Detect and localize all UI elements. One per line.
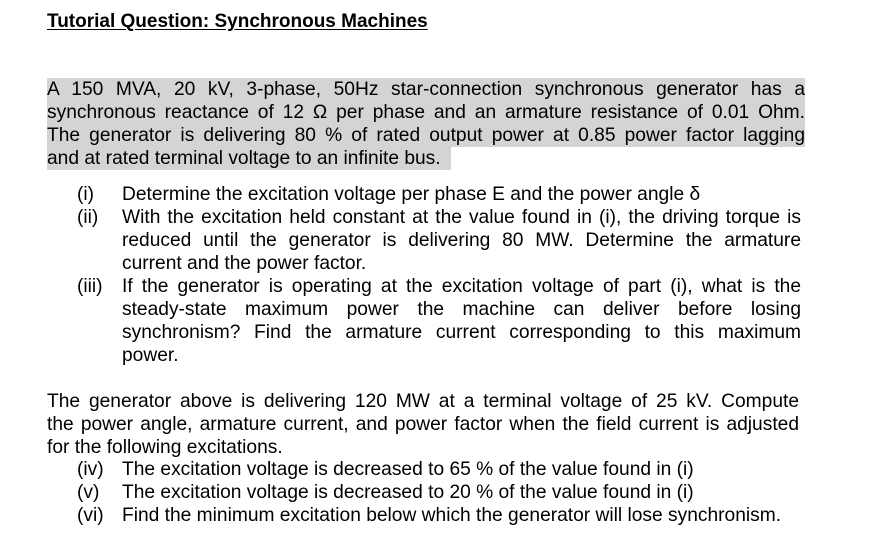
question-item-iii [77,275,801,367]
question-item-i [77,183,801,206]
question-text: The excitation voltage is decreased to 65 % of the value found in (i) [122,459,694,480]
question-item-iv [77,458,801,481]
question-number: (v) [77,482,100,503]
question-number: (iv) [77,459,104,480]
question-number: (ii) [77,207,99,228]
question-text: reduced until the generator is delivering 80 MW. Determine the armature [122,230,801,251]
question-item-vi [77,504,801,527]
question-text: If the generator is operating at the excitation voltage of part (i), what is the [122,276,801,297]
problem-line: synchronous reactance of 12 Ω per phase and an armature resistance of 0.01 Ohm. [47,102,805,123]
problem2-line: The generator above is delivering 120 MW at a terminal voltage of 25 kV. Compute [47,391,799,412]
question-list-part1 [77,183,801,367]
problem2-line: for the following excitations. [47,437,283,458]
question-text: Determine the excitation voltage per phase E and the power angle δ [122,184,701,205]
question-text: power. [122,345,179,366]
question-text: current and the power factor. [122,253,367,274]
question-item-ii [77,206,801,275]
problem-statement [47,78,805,170]
problem-line: A 150 MVA, 20 kV, 3-phase, 50Hz star-connection synchronous generator has a [47,79,805,100]
question-text: With the excitation held constant at the value found in (i), the driving torque is [122,207,801,228]
question-item-v [77,481,801,504]
page-title: Tutorial Question: Synchronous Machines [47,11,428,32]
question-text: The excitation voltage is decreased to 20 % of the value found in (i) [122,482,694,503]
question-list-part2 [77,458,801,527]
problem-line: The generator is delivering 80 % of rated output power at 0.85 power factor lagging [47,125,805,146]
question-number: (i) [77,184,95,205]
second-problem-statement [47,390,799,459]
problem-line: and at rated terminal voltage to an infinite bus. [47,147,451,170]
question-text: Find the minimum excitation below which the generator will lose synchronism. [122,505,782,526]
question-text: steady-state maximum power the machine can deliver before losing [122,299,801,320]
question-text: synchronism? Find the armature current corresponding to this maximum [122,322,801,343]
problem2-line: the power angle, armature current, and power factor when the field current is adjusted [47,414,799,435]
question-number: (iii) [77,276,103,297]
question-number: (vi) [77,505,104,526]
